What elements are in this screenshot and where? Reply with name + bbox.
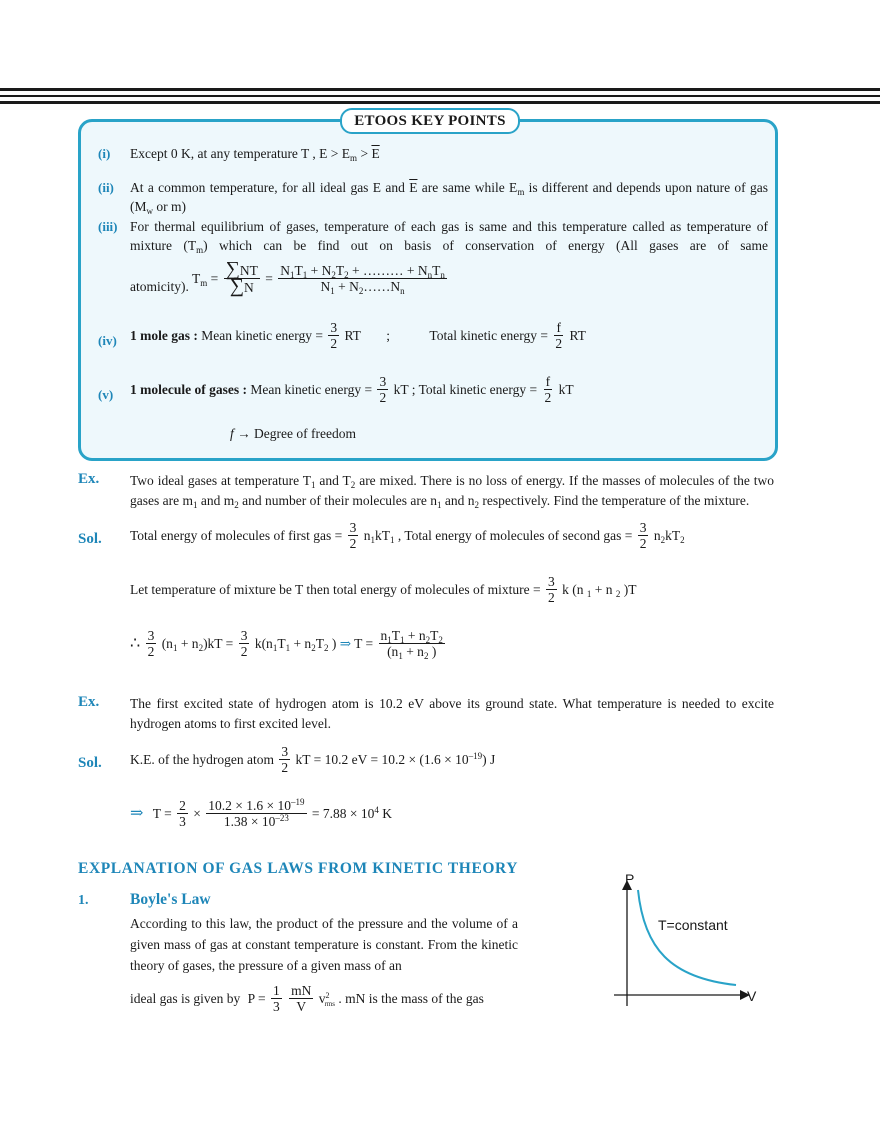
kp-iv-t1: Mean kinetic energy = (201, 328, 323, 343)
kp-text-iv: 1 mole gas : Mean kinetic energy = $\frac{3}{2}$ RT ; Total kinetic energy = $\frac{f}{2}$ RT (130, 320, 586, 351)
kp-label-iv: (iv) (98, 333, 117, 348)
subsection-title: Boyle's Law (130, 891, 211, 908)
kp-dof: f → Degree of freedom (230, 426, 356, 441)
sol2-l1a: K.E. of the hydrogen atom (130, 752, 274, 767)
boyle-paragraph: According to this law, the product of the pressure and the volume of a given mass of gas at constant temperature is constant. From the kinetic theory of gases, the pressure of a given mass of an (130, 916, 518, 973)
graph-annotation: T=constant (658, 917, 728, 933)
kp-v-bold: 1 molecule of gases : (130, 382, 247, 397)
kp-v-t2: kT ; Total kinetic energy = (393, 382, 538, 397)
sol1-l1b: $n_1kT_1$ , Total energy of molecules of second gas = (363, 528, 633, 545)
sol2-line2: ⇒ T = $\frac{2}{3}$ × $\frac{10.2 \times 1.6 \times 10^{-19}}{1.38 \times 10^{-23}}$ = $7.88 \times 10^4$ K (130, 797, 392, 829)
key-points-title: ETOOS KEY POINTS (340, 108, 520, 134)
ex1-label: Ex. (78, 471, 100, 487)
boyle-last-a: ideal gas is given by (130, 991, 241, 1006)
kp-label-ii: (ii) (98, 180, 114, 195)
sol1-l1c: $n_2kT_2$ (653, 528, 685, 545)
sol1-line3: ∴ $\frac{3}{2}$ $(n_1 + n_2)kT$ = $\frac{3}{2}$ $k(n_1T_1 + n_2T_2$ ) ⇒ T = $\frac{n_1T_1 + n_2T_2}{(n_1 + n_2 )}$ (130, 628, 443, 661)
kp-v-t1: Mean kinetic energy = (250, 382, 373, 397)
top-rule-1 (0, 88, 880, 91)
boyle-last-line: ideal gas is given by P = $\frac{1}{3}$ $\frac{mN}{V}$ $v^2_{rms}$ . mN is the mass of the gas (130, 983, 484, 1014)
sol2-line1: K.E. of the hydrogen atom $\frac{3}{2}$ kT = 10.2 eV = $10.2 \times (1.6 \times 10^{-19})$ J (130, 744, 496, 775)
kp-iv-bold: 1 mole gas : (130, 328, 198, 343)
top-rule-2 (0, 95, 880, 97)
sol1-line1: Total energy of molecules of first gas = $\frac{3}{2}$ $n_1kT_1$ , Total energy of molecules of second gas = $\frac{3}{2}$ $n_2kT_2$ (130, 520, 685, 551)
kp-label-v: (v) (98, 387, 114, 402)
kp-iv-sep: ; (386, 328, 391, 343)
kp-v-t3: kT (558, 382, 574, 397)
graph-isotherm-curve (638, 890, 736, 985)
kp-label-iii: (iii) (98, 219, 118, 234)
sol2-label: Sol. (78, 755, 102, 771)
top-rule-3 (0, 101, 880, 104)
kp-iv-t3: Total kinetic energy = (429, 328, 548, 343)
tm-formula: $T_m$ = $\frac{\sum NT}{\sum N}$ = $\frac{N_1T_1 + N_2T_2 + \dots\dots\dots + N_nT_n}{N_1 + N_2\dots\dots N_n}$ (192, 258, 445, 297)
kp-atomicity: atomicity). (130, 279, 189, 294)
kp-iv-t2: RT (344, 328, 361, 343)
sol1-l2b: k (n $_1$ + n $_2$ )T (562, 582, 637, 599)
section-heading: EXPLANATION OF GAS LAWS FROM KINETIC THEORY (78, 860, 519, 877)
ex2-text: The first excited state of hydrogen atom is 10.2 eV above its ground state. What temperature is needed to excite hydrogen atoms to first excited level. (130, 696, 774, 731)
subsection-number: 1. (78, 893, 89, 908)
boyle-last-b: . mN is the mass of the gas (338, 991, 484, 1006)
kp-label-i: (i) (98, 146, 111, 161)
kp-text-v: 1 molecule of gases : Mean kinetic energy = $\frac{3}{2}$ kT ; Total kinetic energy = $\frac{f}{2}$ kT (130, 374, 574, 405)
sol1-l1a: Total energy of molecules of first gas = (130, 528, 343, 543)
graph-y-label: P (625, 871, 635, 887)
sol1-l2a: Let temperature of mixture be T then total energy of molecules of mixture = (130, 582, 541, 597)
sol1-label: Sol. (78, 531, 102, 547)
ex2-label: Ex. (78, 694, 100, 710)
kp-text-ii: At a common temperature, for all ideal gas E and $\overline{E}$ are same while $E_m$ is different and depends upon nature of gas ($M_w$ or m) (130, 180, 769, 216)
graph-x-label: V (747, 988, 757, 1004)
ex1-text: Two ideal gases at temperature $T_1$ and $T_2$ are mixed. There is no loss of energy. If the masses of molecules of the two gases are $m_1$ and $m_2$ and number of their molecules are $n_1$ and $n_2$ respectively. Find the temperature of the mixture. (130, 473, 774, 510)
kp-text-i: Except 0 K, at any temperature T , $E > E_m > \overline{E}$ (130, 146, 380, 163)
kp-iv-t4: RT (569, 328, 586, 343)
sol2-l1b: kT = 10.2 eV = $10.2 \times (1.6 \times 10^{-19})$ J (295, 751, 496, 767)
kp-text-iii: For thermal equilibrium of gases, temperature of each gas is same and this temperature called as temperature of mixture $(T_m)$ which can be find out on basis of conservation of energy (All gases are of same (130, 219, 768, 255)
boyle-graph (600, 868, 780, 1018)
sol1-line2: Let temperature of mixture be T then total energy of molecules of mixture = $\frac{3}{2}$ k (n $_1$ + n $_2$ )T (130, 574, 637, 605)
